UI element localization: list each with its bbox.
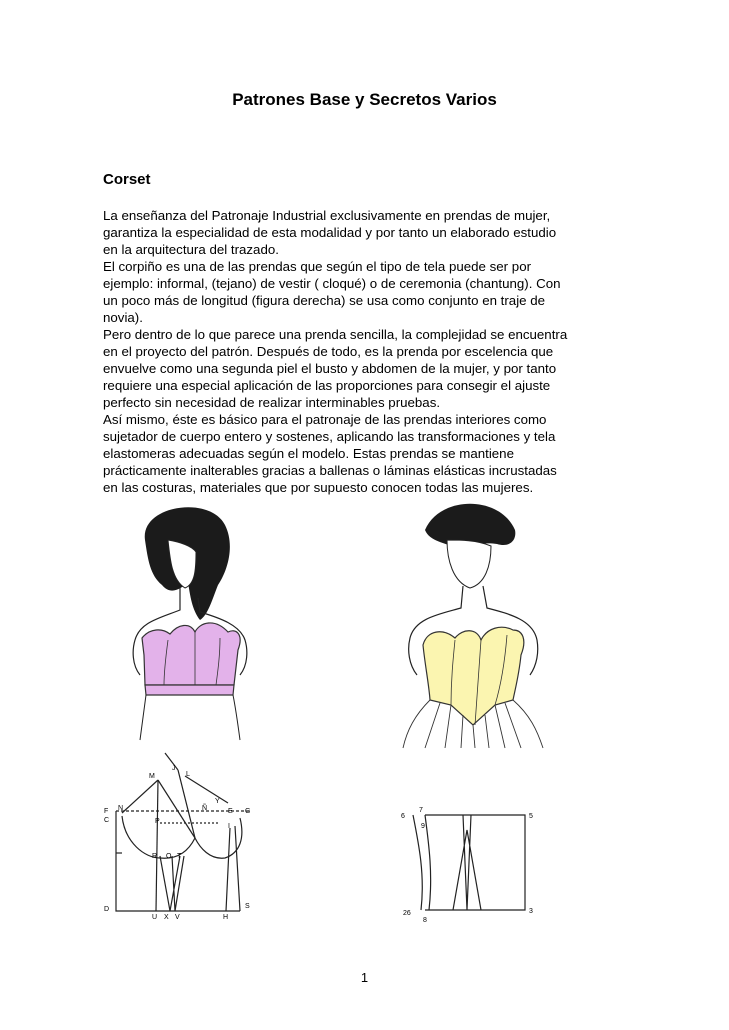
pattern-diagram-left [100, 748, 270, 923]
paragraph-line: La enseñanza del Patronaje Industrial exclusivamente en prendas de mujer, [103, 208, 551, 223]
skirt-outline [140, 695, 240, 740]
paragraph-line: envuelve como una segunda piel el busto y abdomen de la mujer, y por tanto [103, 361, 557, 376]
paragraph-line: en el proyecto del patrón. Después de todo, es la prenda por escelencia que [103, 344, 554, 359]
side-panel [226, 826, 240, 911]
point-label: 8 [423, 917, 427, 924]
point-label: L [186, 771, 190, 778]
paragraph-line: elastomeras adecuadas según el modelo. Estas prendas se mantiene [103, 446, 514, 461]
point-label: C [104, 817, 110, 824]
paragraph-line: novia). [103, 310, 143, 325]
body-text [103, 207, 633, 496]
point-label: M [149, 773, 155, 780]
paragraph-line: en la arquitectura del trazado. [103, 242, 279, 257]
paragraph-line: prácticamente inalterables gracias a ballenas o láminas elásticas incrustadas [103, 463, 557, 478]
point-label: 7 [419, 807, 423, 814]
dart-lines [160, 856, 184, 911]
point-label: 5 [529, 813, 533, 820]
page-number: 1 [360, 970, 369, 985]
paragraph-line: garantiza la especialidad de esta modalidad y por tanto un elaborado estudio [103, 225, 557, 240]
point-label: J [172, 765, 176, 772]
point-label: U [152, 914, 158, 921]
paragraph-line: El corpiño es una de las prendas que según el tipo de tela puede ser por [103, 259, 532, 274]
pattern-diagram-right [395, 800, 555, 925]
point-label: S [245, 903, 250, 910]
point-label: N [118, 805, 124, 812]
paragraph-line: Pero dentro de lo que parece una prenda sencilla, la complejidad se encuentra [103, 327, 568, 342]
face-shape [447, 540, 491, 588]
paragraph-line: sujetador de cuerpo entero y sostenes, aplicando las transformaciones y tela [103, 429, 556, 444]
corset-waistband [145, 685, 234, 695]
corset-body [142, 623, 240, 685]
point-label: G [245, 808, 251, 815]
corset-body [423, 627, 524, 725]
point-label: Ñ [202, 805, 208, 812]
point-label: R [152, 853, 158, 860]
point-label: X [164, 914, 169, 921]
point-label: O [166, 853, 172, 860]
corset-illustration-right [385, 500, 565, 750]
point-label: 3 [529, 908, 533, 915]
point-label: F [104, 808, 109, 815]
paragraph-line: en las costuras, materiales que por supuesto conocen todas las mujeres. [103, 480, 534, 495]
point-label: Y [215, 798, 220, 805]
pattern-rectangle [425, 815, 525, 910]
paragraph-line: ejemplo: informal, (tejano) de vestir ( cloqué) o de ceremonia (chantung). Con [103, 276, 561, 291]
paragraph-line: requiere una especial aplicación de las proporciones para consegir el ajuste [103, 378, 551, 393]
dart-lines [453, 815, 481, 910]
corset-illustration-left [100, 500, 270, 745]
page-title: Patrones Base y Secretos Varios [232, 90, 497, 109]
section-heading: Corset [103, 171, 151, 188]
paragraph-line: Así mismo, éste es básico para el patronaje de las prendas interiores como [103, 412, 547, 427]
armhole-curve [122, 816, 242, 858]
paragraph-line: perfecto sin necesidad de realizar interminables pruebas. [103, 395, 441, 410]
point-label: V [175, 914, 180, 921]
point-label: P [155, 818, 160, 825]
point-label: E [228, 808, 233, 815]
paragraph-line: un poco más de longitud (figura derecha) se usa como conjunto en traje de [103, 293, 546, 308]
point-label: D [104, 906, 110, 913]
point-label: 26 [403, 910, 411, 917]
point-label: 6 [401, 813, 405, 820]
point-label: H [223, 914, 229, 921]
point-label: I [228, 823, 230, 830]
point-label: T [177, 853, 182, 860]
point-label: 9 [421, 823, 425, 830]
